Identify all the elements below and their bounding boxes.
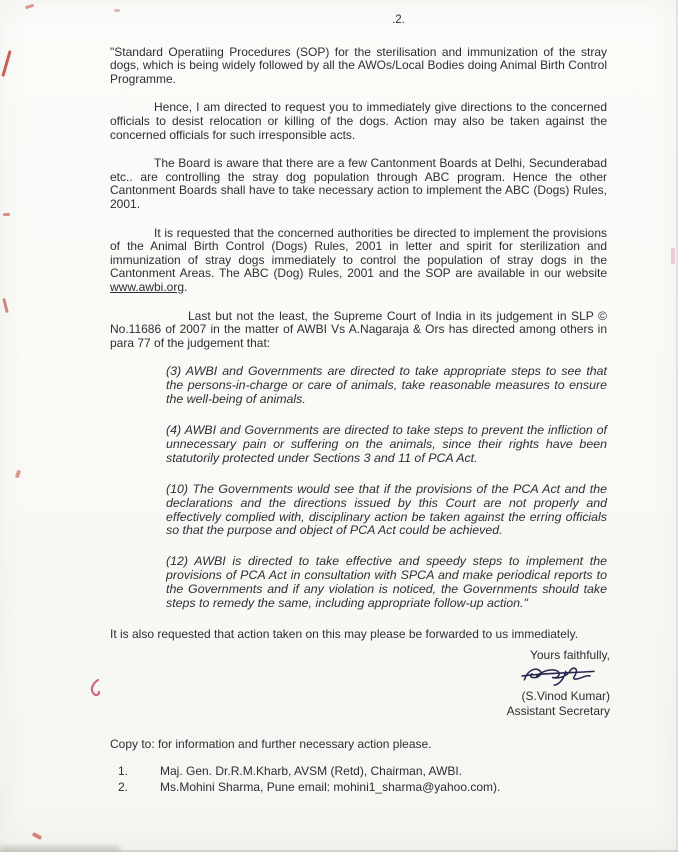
- copy-to-heading: Copy to: for information and further necessary action please.: [110, 737, 432, 752]
- copy-to-item-text: Ms.Mohini Sharma, Pune email: mohini1_sharma@yahoo.com).: [160, 780, 501, 795]
- paragraph-request-directions: Hence, I am directed to request you to immediately give directions to the concerned officials to desist relocation or killing of the dogs. Action may also be taken against the concerned officials for such irresponsible acts.: [110, 100, 607, 142]
- page-number: .2.: [392, 14, 405, 26]
- paragraph-abc-rules: [110, 227, 607, 295]
- paragraph-abc-rules-end: .: [184, 279, 188, 294]
- paragraph-abc-rules-text: It is requested that the concerned authorities be directed to implement the provisions of the Animal Birth Control (Dogs) Rules, 2001 in letter and spirit for sterilization and immunization of stray dogs immediately to control the population of stray dogs in the Cantonment Areas. The ABC (Dog) Rules, 2001 and the SOP are available in our website: [110, 225, 607, 281]
- judgement-quote-para-3: (3) AWBI and Governments are directed to take appropriate steps to see that the persons-in-charge or care of animals, take reasonable measures to ensure the well-being of animals.: [166, 364, 607, 407]
- red-ink-scan-mark: [3, 213, 10, 216]
- copy-to-item-number: 2.: [118, 780, 129, 795]
- valediction: Yours faithfully,: [529, 647, 610, 662]
- red-ink-scan-mark: [32, 832, 43, 840]
- copy-to-item: [110, 765, 607, 779]
- judgement-quote-para-12: (12) AWBI is directed to take effective and speedy steps to implement the provisions of PCA Act in consultation with SPCA and make periodical reports to the Governments and if any violation is noticed, the Governments should take steps to remedy the same, including appropriate follow-up action.": [166, 554, 607, 611]
- paragraph-closing: It is also requested that action taken on this may please be forwarded to us immediately.: [110, 626, 579, 641]
- judgement-quote-para-10: (10) The Governments would see that if the provisions of the PCA Act and the declarations and the directions issued by this Court are not properly and effectively complied with, disciplinary action be taken against the erring officials so that the purpose and object of PCA Act could be achieved.: [166, 481, 607, 538]
- pink-ink-scan-mark: [671, 248, 675, 264]
- copy-to-section: [0, 738, 678, 795]
- paragraph-sop: "Standard Operatiing Procedures (SOP) for the sterilisation and immunization of the stray dogs, which is being widely followed by all the AWOs/Local Bodies doing Animal Birth Control Programme.: [110, 44, 607, 86]
- copy-to-item-number: 1.: [118, 763, 129, 778]
- paragraph-cantonment-boards: The Board is aware that there are a few Cantonment Boards at Delhi, Secunderabad etc.. are controlling the stray dog population through ABC program. Hence the other Cantonment Boards shall have to take necessary action to implement the ABC (Dogs) Rules, 2001.: [110, 156, 607, 211]
- signatory-title: Assistant Secretary: [506, 703, 610, 718]
- paragraph-supreme-court: Last but not the least, the Supreme Court of India in its judgement in SLP © No.11686 of 2007 in the matter of AWBI Vs A.Nagaraja & Ors has directed among others in para 77 of the judgement that:: [110, 308, 607, 350]
- copy-to-item-text: Maj. Gen. Dr.R.M.Kharb, AVSM (Retd), Chairman, AWBI.: [160, 763, 463, 778]
- judgement-quote-para-4: (4) AWBI and Governments are directed to take steps to prevent the infliction of unnecessary pain or suffering on the animals, since their rights have been statutorily protected under Sections 3 and 11 of PCA Act.: [166, 423, 607, 465]
- red-ink-scan-mark: [114, 9, 120, 12]
- signatory-name: (S.Vinod Kumar): [521, 689, 610, 704]
- handwritten-signature: [508, 663, 608, 689]
- copy-to-item: [110, 781, 607, 795]
- website-link[interactable]: www.awbi.org: [110, 279, 185, 294]
- pink-pen-mark: [88, 678, 102, 700]
